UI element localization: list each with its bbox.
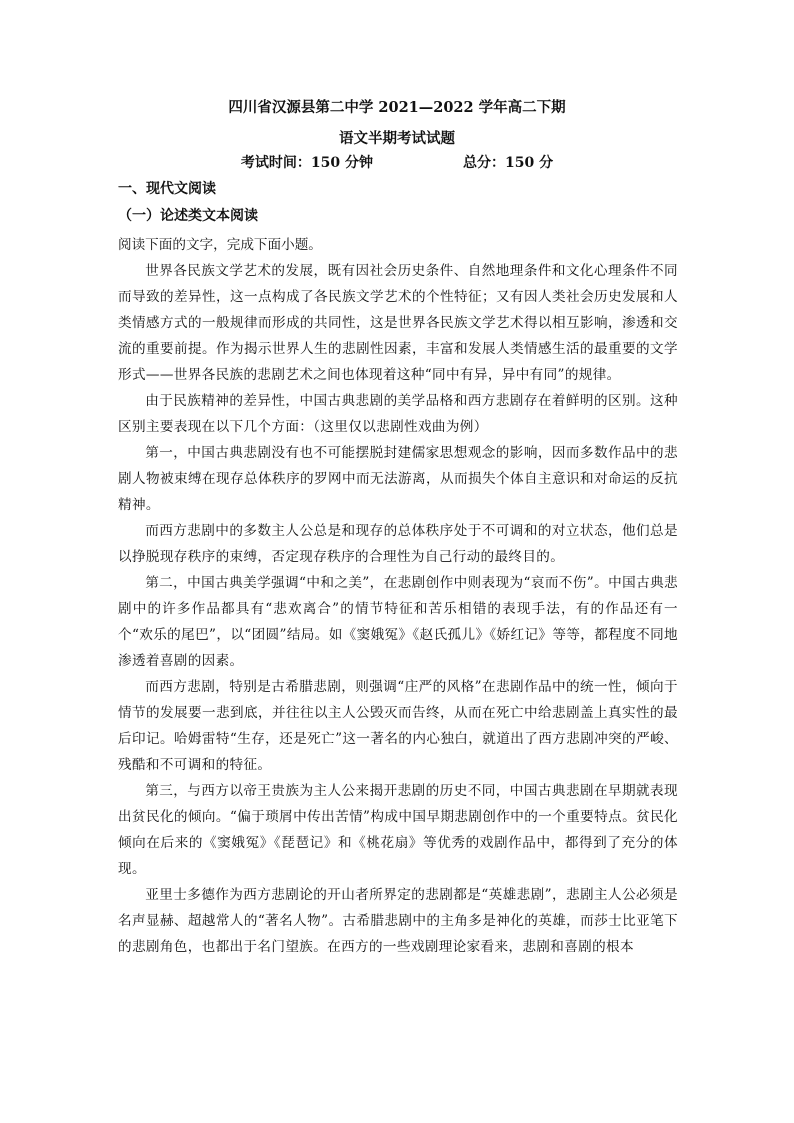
paragraph: 由于民族精神的差异性，中国古典悲剧的美学品格和西方悲剧存在着鲜明的区别。这种区别主要表现在以下几个方面：（这里仅以悲剧性戏曲为例） xyxy=(118,393,678,435)
paragraph: 而西方悲剧，特别是古希腊悲剧，则强调“庄严的风格”在悲剧作品中的统一性，倾向于情节的发展要一悲到底，并往往以主人公毁灭而告终，从而在死亡中给悲剧盖上真实性的最后印记。哈姆雷特“生存，还是死亡”这一著名的内心独白，就道出了西方悲剧冲突的严峻、残酷和不可调和的特征。 xyxy=(118,679,678,773)
paragraph: 第二，中国古典美学强调“中和之美”，在悲剧创作中则表现为“哀而不伤”。中国古典悲剧中的许多作品都具有“悲欢离合”的情节特征和苦乐相错的表现手法，有的作品还有一个“欢乐的尾巴”，以“团圆”结局。如《窦娥冤》《赵氏孤儿》《娇红记》等等，都程度不同地渗透着喜剧的因素。 xyxy=(118,575,678,669)
paragraph: 第三，与西方以帝王贵族为主人公来揭开悲剧的历史不同，中国古典悲剧在早期就表现出贫民化的倾向。“偏于琐屑中传出苦情”构成中国早期悲剧创作中的一个重要特点。贫民化倾向在后来的《窦娥冤》《琵琶记》和《桃花扇》等优秀的戏剧作品中，都得到了充分的体现。 xyxy=(118,783,678,877)
exam-subtitle: 语文半期考试试题 xyxy=(339,130,455,147)
paragraph: 世界各民族文学艺术的发展，既有因社会历史条件、自然地理条件和文化心理条件不同而导致的差异性，这一点构成了各民族文学艺术的个性特征；又有因人类社会历史发展和人类情感方式的一般规律而形成的共同性，这是世界各民族文学艺术得以相互影响，渗透和交流的重要前提。作为揭示世界人生的悲剧性因素，丰富和发展人类情感生活的最重要的文学形式——世界各民族的悲剧艺术之间也体现着这种“同中有异，异中有同”的规律。 xyxy=(118,263,678,383)
exam-meta xyxy=(0,152,794,172)
passage-body xyxy=(118,258,678,960)
paragraph: 而西方悲剧中的多数主人公总是和现存的总体秩序处于不可调和的对立状态，他们总是以挣脱现存秩序的束缚，否定现存秩序的合理性为自己行动的最终目的。 xyxy=(118,523,678,565)
paragraph: 亚里士多德作为西方悲剧论的开山者所界定的悲剧都是“英雄悲剧”，悲剧主人公必须是名声显赫、超越常人的“著名人物”。古希腊悲剧中的主角多是神化的英雄，而莎士比亚笔下的悲剧角色，也都出于名门望族。在西方的一些戏剧理论家看来，悲剧和喜剧的根本 xyxy=(118,887,678,955)
exam-title: 四川省汉源县第二中学 2021—2022 学年高二下期 xyxy=(228,99,566,116)
section-heading: 一、现代文阅读 xyxy=(118,181,216,197)
subsection-heading: （一）论述类文本阅读 xyxy=(118,208,258,224)
exam-time: 考试时间：150 分钟 xyxy=(240,155,373,171)
instruction-text: 阅读下面的文字，完成下面小题。 xyxy=(118,237,322,253)
exam-score: 总分：150 分 xyxy=(463,155,554,171)
paragraph: 第一，中国古典悲剧没有也不可能摆脱封建儒家思想观念的影响，因而多数作品中的悲剧人物被束缚在现存总体秩序的罗网中而无法游离，从而损失个体自主意识和对命运的反抗精神。 xyxy=(118,445,678,513)
